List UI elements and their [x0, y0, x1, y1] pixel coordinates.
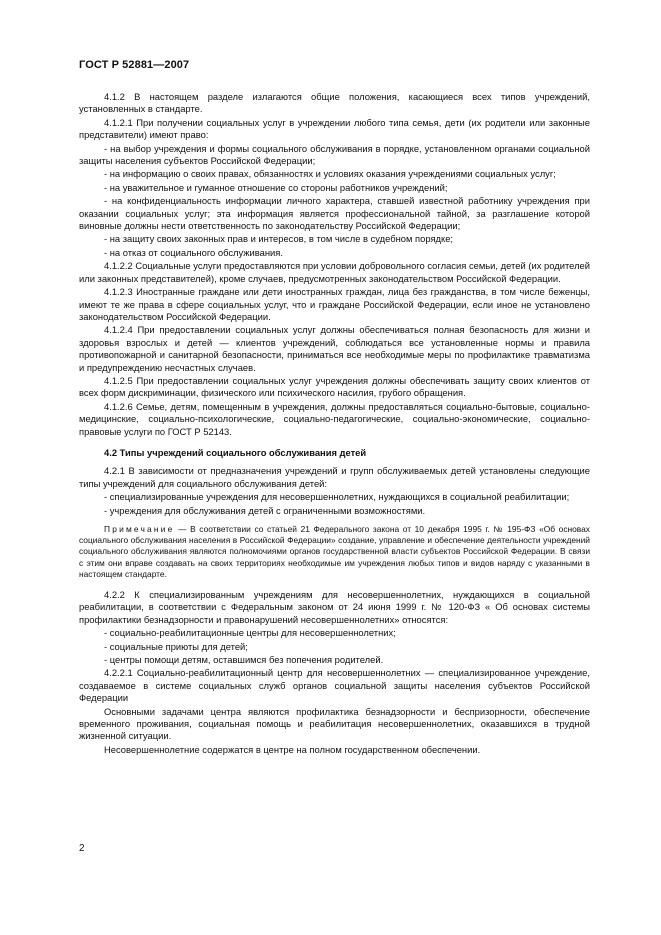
paragraph: 4.1.2.5 При предоставлении социальных услуг учреждения должны обеспечивать защиту своих клиентов от всех форм дискриминации, физического или психического насилия, грубого обращения.: [79, 374, 590, 399]
paragraph: - учреждения для обслуживания детей с ограниченными возможностями.: [104, 504, 426, 516]
paragraph: - на уважительное и гуманное отношение со стороны работников учреждений;: [104, 181, 448, 193]
section-heading: 4.2 Типы учреждений социального обслуживания детей: [104, 446, 367, 458]
document-body: [79, 91, 590, 757]
paragraph: - на защиту своих законных прав и интересов, в том числе в судебном порядке;: [104, 233, 454, 245]
paragraph: 4.1.2 В настоящем разделе излагаются общие положения, касающиеся всех типов учреждений, установленных в стандарте.: [79, 91, 590, 115]
section-4-2-2: [79, 589, 590, 756]
paragraph: - социальные приюты для детей;: [104, 640, 248, 652]
note-label: Примечание: [104, 524, 175, 534]
paragraph: - на отказ от социального обслуживания.: [104, 246, 283, 258]
standard-header: ГОСТ Р 52881—2007: [79, 59, 190, 71]
paragraph: - на выбор учреждения и формы социального обслуживания в порядке, установленном органами социальной защиты населения субъектов Российской Федерации;: [79, 142, 590, 167]
paragraph: 4.2.2.1 Социально-реабилитационный центр для несовершеннолетних — специализированное учреждение, создаваемое в системе социальных служб органов социальной защиты населения субъектов Российской Федерации: [79, 667, 590, 704]
paragraph: 4.2.2 К специализированным учреждениям для несовершеннолетних, нуждающихся в социальной реабилитации, в соответствии с Федеральным законом от 24 июня 1999 г. № 120-ФЗ « Об основах системы профилактики безнадзорности и правонарушений несовершеннолетних» относятся:: [79, 589, 590, 625]
note-text: — В соответствии со статьей 21 Федерального закона от 10 декабря 1995 г. № 195-ФЗ «Об основах социального обслуживания населения в Российской Федерации» создание, управление и обеспечение деятельности учреждений социального обслуживания являются полномочиями органов государственной власти субъектов Российской Федерации. В связи с этим они вправе создавать на своих территориях необходимые им учреждения любых типов и видов наряду с указанными в настоящем стандарте.: [79, 524, 590, 579]
paragraph: 4.1.2.4 При предоставлении социальных услуг должны обеспечиваться полная безопасность для жизни и здоровья взрослых и детей — клиентов учреждений, соблюдаться все установленные нормы и правила противопожарной и санитарной безопасности, приниматься все необходимые меры по профилактике травматизма и предупреждению несчастных случаев.: [79, 324, 590, 373]
paragraph: 4.1.2.3 Иностранные граждане или дети иностранных граждан, лица без гражданства, в том числе беженцы, имеют те же права в сфере социальных услуг, что и граждане Российской Федерации, если иное не установлено законодательством Российской Федерации.: [79, 286, 590, 322]
paragraph: - центры помощи детям, оставшимся без попечения родителей.: [104, 654, 384, 666]
section-4-2-1: [79, 465, 590, 517]
page-number: 2: [79, 843, 85, 854]
paragraph: - специализированные учреждения для несовершеннолетних, нуждающихся в социальной реабилитации;: [104, 491, 570, 503]
paragraph: Основными задачами центра являются профилактика безнадзорности и беспризорности, обеспечение временного проживания, социальная помощь и реабилитация несовершеннолетних, оказавшихся в трудной жизненной ситуации.: [79, 705, 590, 742]
paragraph: Несовершеннолетние содержатся в центре на полном государственном обеспечении.: [104, 743, 481, 755]
paragraph: 4.1.2.2 Социальные услуги предоставляются при условии добровольного согласия семьи, детей (их родителей или законных представителей), кроме случаев, предусмотренных законодательством Российской Федерации.: [79, 260, 590, 284]
paragraph: - на конфиденциальность информации личного характера, ставшей известной работнику учреждения при оказании социальных услуг; эта информация является профессиональной тайной, за разглашение которой виновные должны нести ответственность по законодательству Российской Федерации;: [79, 195, 590, 232]
paragraph: - социально-реабилитационные центры для несовершеннолетних;: [104, 627, 396, 639]
paragraph: 4.2.1 В зависимости от предназначения учреждений и групп обслуживаемых детей установлены следующие типы учреждений для социального обслуживания детей:: [79, 465, 590, 489]
section-4-1-2: [79, 91, 590, 438]
paragraph: 4.1.2.6 Семье, детям, помещенным в учреждения, должны предоставляться социально-бытовые, социально-медицинские, социально-психологические, социально-педагогические, социально-экономические, социально-правовые услуги по ГОСТ Р 52143.: [79, 400, 590, 437]
paragraph: - на информацию о своих правах, обязанностях и условиях оказания учреждениями социальных услуг;: [104, 168, 556, 180]
paragraph: 4.1.2.1 При получении социальных услуг в учреждении любого типа семья, дети (их родители или законные представители) имеют право:: [79, 116, 590, 141]
note: [79, 524, 590, 580]
